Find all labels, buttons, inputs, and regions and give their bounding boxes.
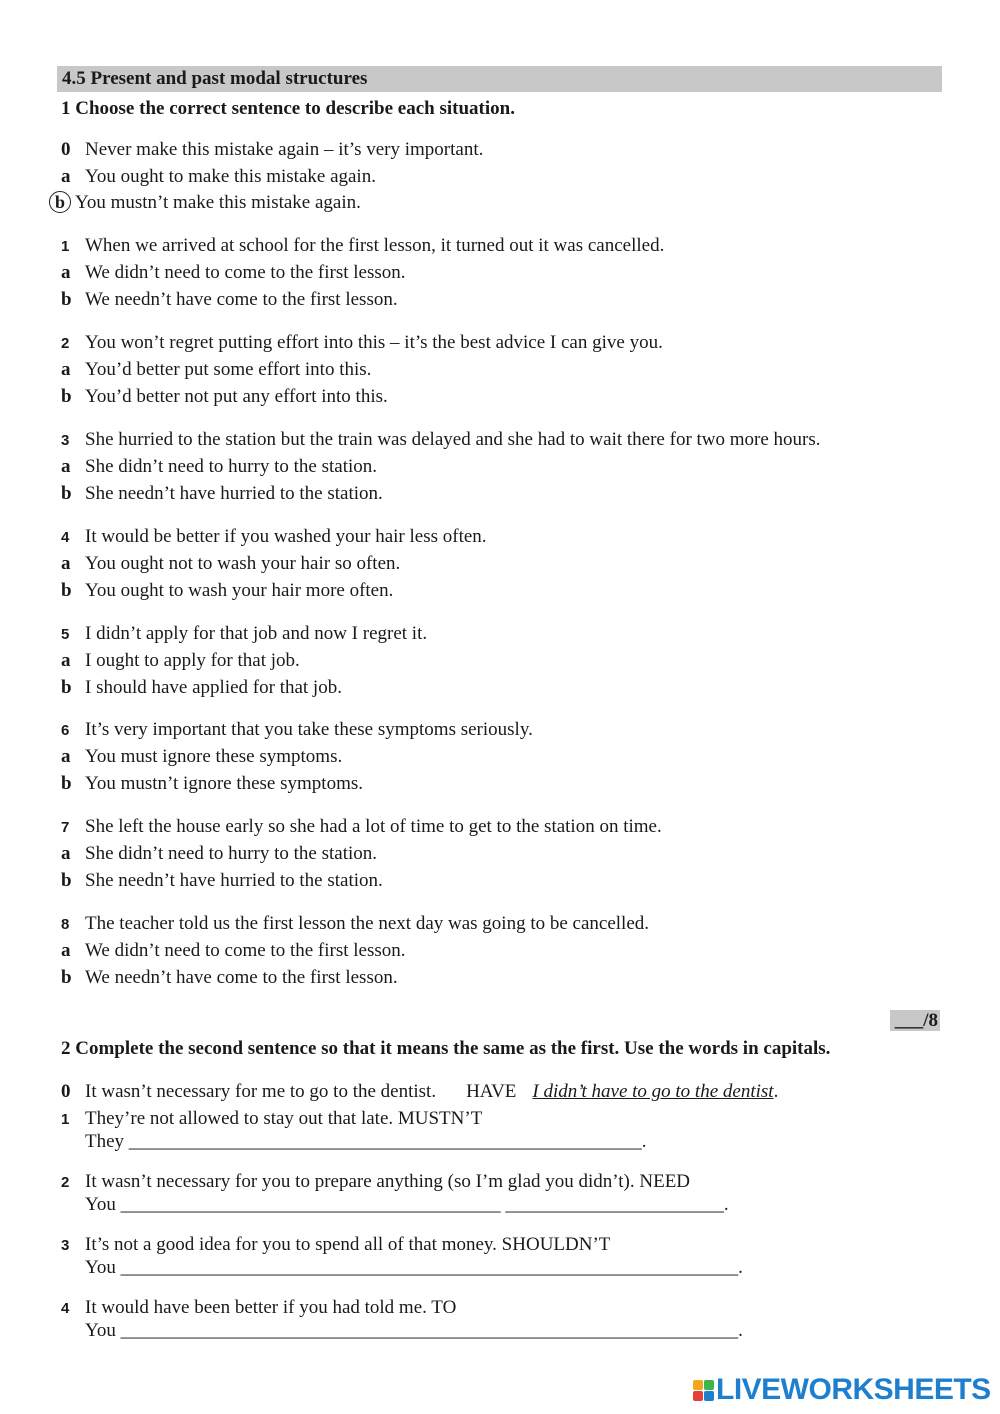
logo-text: LIVEWORKSHEETS xyxy=(716,1373,991,1406)
ex2-example-keyword: HAVE xyxy=(466,1081,517,1102)
item-label: b xyxy=(61,289,72,310)
question-4-option-b[interactable] xyxy=(61,579,393,603)
example-situation: 0 Never make this mistake again – it’s very important. xyxy=(61,139,484,160)
score-box[interactable]: ___/8 xyxy=(890,1010,940,1031)
example-option-b: b You mustn’t make this mistake again. xyxy=(61,191,361,215)
question-5-option-a[interactable] xyxy=(61,649,300,673)
item-text: You’d better not put any effort into this. xyxy=(85,386,388,407)
question-8-option-b[interactable] xyxy=(61,966,398,990)
item-text: The teacher told us the first lesson the next day was going to be cancelled. xyxy=(85,913,650,934)
question-8-situation xyxy=(61,912,649,936)
item-label: b xyxy=(61,773,72,794)
item-text: We didn’t need to come to the first lesson. xyxy=(85,262,406,283)
item-text: She didn’t need to hurry to the station. xyxy=(85,456,377,477)
question-8-option-a[interactable] xyxy=(61,939,406,963)
item-label: a xyxy=(61,940,71,961)
question-2-option-a[interactable] xyxy=(61,358,371,382)
item-text: I should have applied for that job. xyxy=(85,677,342,698)
question-7-option-a[interactable] xyxy=(61,842,377,866)
item-text: You’d better put some effort into this. xyxy=(85,359,372,380)
item-label: a xyxy=(61,746,71,767)
item-label: b xyxy=(61,386,72,407)
logo-icon xyxy=(692,1379,714,1401)
question-3-option-a[interactable] xyxy=(61,455,377,479)
item-text: She needn’t have hurried to the station. xyxy=(85,483,383,504)
ex2-question-2 xyxy=(61,1170,690,1194)
exercise1-instruction: 1 Choose the correct sentence to describe each situation. xyxy=(61,98,515,119)
circled-answer: b xyxy=(49,191,71,213)
ex2-answer-line-1[interactable]: They ______________________________________________________. xyxy=(85,1131,647,1152)
item-text: It would be better if you washed your hair less often. xyxy=(85,526,487,547)
item-text: It’s very important that you take these symptoms seriously. xyxy=(85,719,533,740)
question-1-situation xyxy=(61,234,664,258)
question-5-option-b[interactable] xyxy=(61,676,342,700)
item-text: She needn’t have hurried to the station. xyxy=(85,870,383,891)
item-label: 1 xyxy=(61,238,70,255)
liveworksheets-logo xyxy=(692,1375,991,1405)
item-text: I ought to apply for that job. xyxy=(85,650,300,671)
item-text: She hurried to the station but the train was delayed and she had to wait there for two more hours. xyxy=(85,429,821,450)
item-text: We needn’t have come to the first lesson. xyxy=(85,967,398,988)
ex2-sentence: It wasn’t necessary for you to prepare anything (so I’m glad you didn’t). NEED xyxy=(85,1171,691,1192)
item-text: She didn’t need to hurry to the station. xyxy=(85,843,377,864)
question-3-option-b[interactable] xyxy=(61,482,383,506)
question-1-option-b[interactable] xyxy=(61,288,398,312)
question-6-option-a[interactable] xyxy=(61,745,342,769)
question-4-situation xyxy=(61,525,487,549)
item-label: a xyxy=(61,553,71,574)
item-label: a xyxy=(61,262,71,283)
question-2-situation xyxy=(61,331,663,355)
item-label: 4 xyxy=(61,529,70,546)
question-7-situation xyxy=(61,815,662,839)
item-text: You ought to wash your hair more often. xyxy=(85,580,394,601)
item-label: a xyxy=(61,359,71,380)
item-number: 3 xyxy=(61,1237,70,1254)
example-option-a: a You ought to make this mistake again. xyxy=(61,166,376,187)
question-3-situation xyxy=(61,428,821,452)
item-text: She left the house early so she had a lot of time to get to the station on time. xyxy=(85,816,662,837)
item-text: I didn’t apply for that job and now I regret it. xyxy=(85,623,428,644)
question-6-situation xyxy=(61,718,533,742)
item-label: 5 xyxy=(61,626,70,643)
ex2-question-1 xyxy=(61,1107,482,1131)
item-label: a xyxy=(61,650,71,671)
ex2-question-3 xyxy=(61,1233,610,1257)
question-7-option-b[interactable] xyxy=(61,869,383,893)
item-label: a xyxy=(61,456,71,477)
ex2-sentence: It’s not a good idea for you to spend all of that money. SHOULDN’T xyxy=(85,1234,611,1255)
ex2-sentence: They’re not allowed to stay out that late. MUSTN’T xyxy=(85,1108,483,1129)
item-text: You ought not to wash your hair so often. xyxy=(85,553,401,574)
item-text: We didn’t need to come to the first lesson. xyxy=(85,940,406,961)
item-label: b xyxy=(61,580,72,601)
item-text: When we arrived at school for the first lesson, it turned out it was cancelled. xyxy=(85,235,665,256)
question-1-option-a[interactable] xyxy=(61,261,406,285)
ex2-question-4 xyxy=(61,1296,456,1320)
section-header xyxy=(57,66,942,92)
item-label: 6 xyxy=(61,722,70,739)
ex2-example: 0 It wasn’t necessary for me to go to the dentist. HAVE I didn’t have to go to the dentist. xyxy=(61,1081,779,1102)
logo-square xyxy=(704,1391,714,1401)
item-text: You mustn’t ignore these symptoms. xyxy=(85,773,363,794)
logo-square xyxy=(693,1380,703,1390)
item-text: We needn’t have come to the first lesson. xyxy=(85,289,398,310)
item-number: 4 xyxy=(61,1300,70,1317)
question-2-option-b[interactable] xyxy=(61,385,388,409)
ex2-answer-line-3[interactable]: You _________________________________________________________________. xyxy=(85,1257,743,1278)
question-5-situation xyxy=(61,622,427,646)
item-label: b xyxy=(61,677,72,698)
logo-square xyxy=(704,1380,714,1390)
item-label: 2 xyxy=(61,335,70,352)
item-label: 7 xyxy=(61,819,70,836)
item-number: 2 xyxy=(61,1174,70,1191)
item-label: a xyxy=(61,843,71,864)
question-6-option-b[interactable] xyxy=(61,772,363,796)
ex2-answer-line-4[interactable]: You _________________________________________________________________. xyxy=(85,1320,743,1341)
logo-square xyxy=(693,1391,703,1401)
item-text: You must ignore these symptoms. xyxy=(85,746,343,767)
exercise2-instruction: 2 Complete the second sentence so that it means the same as the first. Use the words in capitals. xyxy=(61,1038,831,1059)
item-label: b xyxy=(61,870,72,891)
item-text: You won’t regret putting effort into this – it’s the best advice I can give you. xyxy=(85,332,663,353)
ex2-example-answer: I didn’t have to go to the dentist xyxy=(532,1081,774,1102)
item-number: 1 xyxy=(61,1111,70,1128)
section-title: 4.5 Present and past modal structures xyxy=(62,68,368,89)
item-label: 3 xyxy=(61,432,70,449)
ex2-answer-line-2[interactable]: You ________________________________________ _______________________. xyxy=(85,1194,729,1215)
ex2-sentence: It would have been better if you had told me. TO xyxy=(85,1297,457,1318)
item-label: 8 xyxy=(61,916,70,933)
item-label: b xyxy=(61,967,72,988)
question-4-option-a[interactable] xyxy=(61,552,400,576)
item-label: b xyxy=(61,483,72,504)
